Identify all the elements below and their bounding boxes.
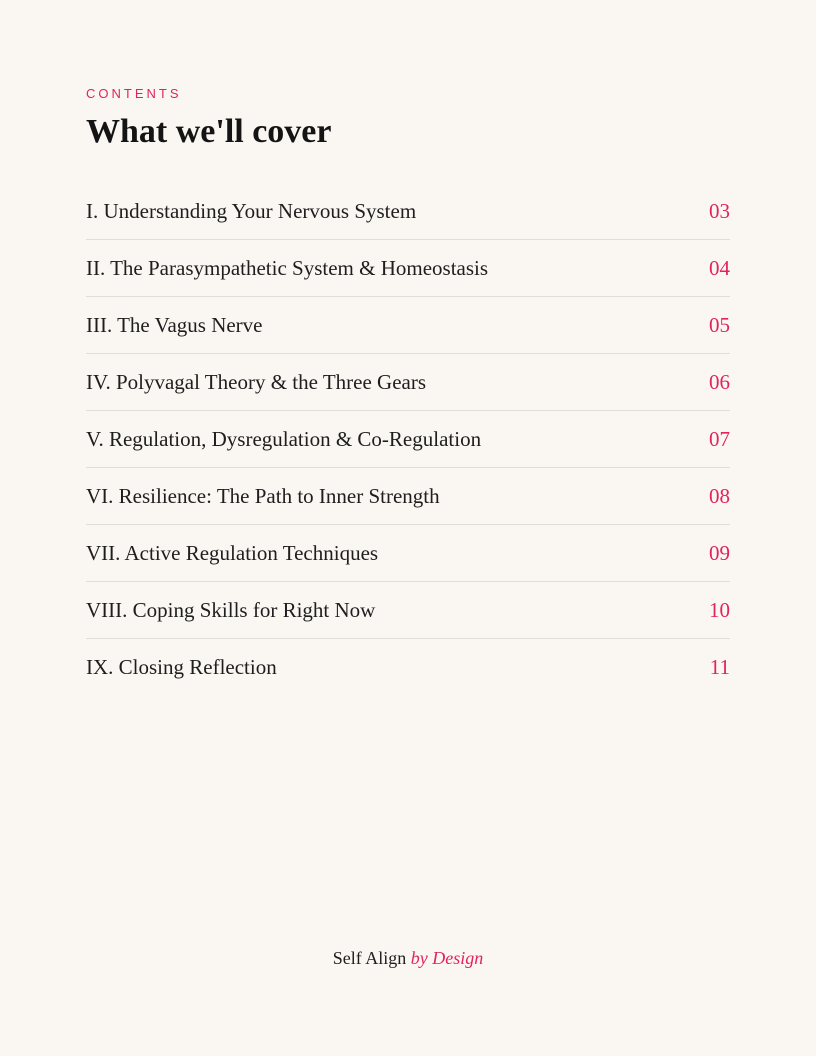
toc-entry-title: VIII. Coping Skills for Right Now — [86, 597, 376, 622]
toc-entry-page-number: 05 — [709, 312, 730, 337]
section-eyebrow: CONTENTS — [86, 86, 182, 101]
toc-entry-9[interactable] — [86, 639, 730, 695]
toc-entry-page-number: 09 — [709, 540, 730, 565]
toc-entry-title: III. The Vagus Nerve — [86, 312, 263, 337]
toc-entry-5[interactable] — [86, 411, 730, 468]
toc-entry-4[interactable] — [86, 354, 730, 411]
toc-entry-title: IX. Closing Reflection — [86, 654, 277, 679]
toc-entry-2[interactable] — [86, 240, 730, 297]
toc-entry-title: V. Regulation, Dysregulation & Co-Regulation — [86, 426, 482, 451]
brand-name: Self Align — [332, 948, 407, 968]
toc-entry-8[interactable] — [86, 582, 730, 639]
toc-entry-page-number: 07 — [709, 426, 730, 451]
toc-entry-page-number: 03 — [709, 198, 730, 223]
brand-accent: by Design — [410, 948, 484, 968]
footer-brand — [0, 945, 816, 971]
toc-entry-title: VII. Active Regulation Techniques — [86, 540, 379, 565]
toc-entry-page-number: 04 — [709, 255, 730, 280]
toc-entry-page-number: 08 — [709, 483, 730, 508]
toc-entry-title: I. Understanding Your Nervous System — [86, 198, 417, 223]
toc-entry-page-number: 06 — [709, 369, 730, 394]
toc-entry-3[interactable] — [86, 297, 730, 354]
toc-entry-6[interactable] — [86, 468, 730, 525]
table-of-contents — [86, 183, 730, 695]
toc-entry-1[interactable] — [86, 183, 730, 240]
toc-entry-title: VI. Resilience: The Path to Inner Strength — [86, 483, 440, 508]
toc-entry-page-number: 10 — [709, 597, 730, 622]
toc-entry-7[interactable] — [86, 525, 730, 582]
toc-entry-title: IV. Polyvagal Theory & the Three Gears — [86, 369, 426, 394]
toc-entry-page-number: 11 — [709, 654, 730, 679]
page-title: What we'll cover — [86, 113, 332, 150]
toc-entry-title: II. The Parasympathetic System & Homeostasis — [86, 255, 489, 280]
